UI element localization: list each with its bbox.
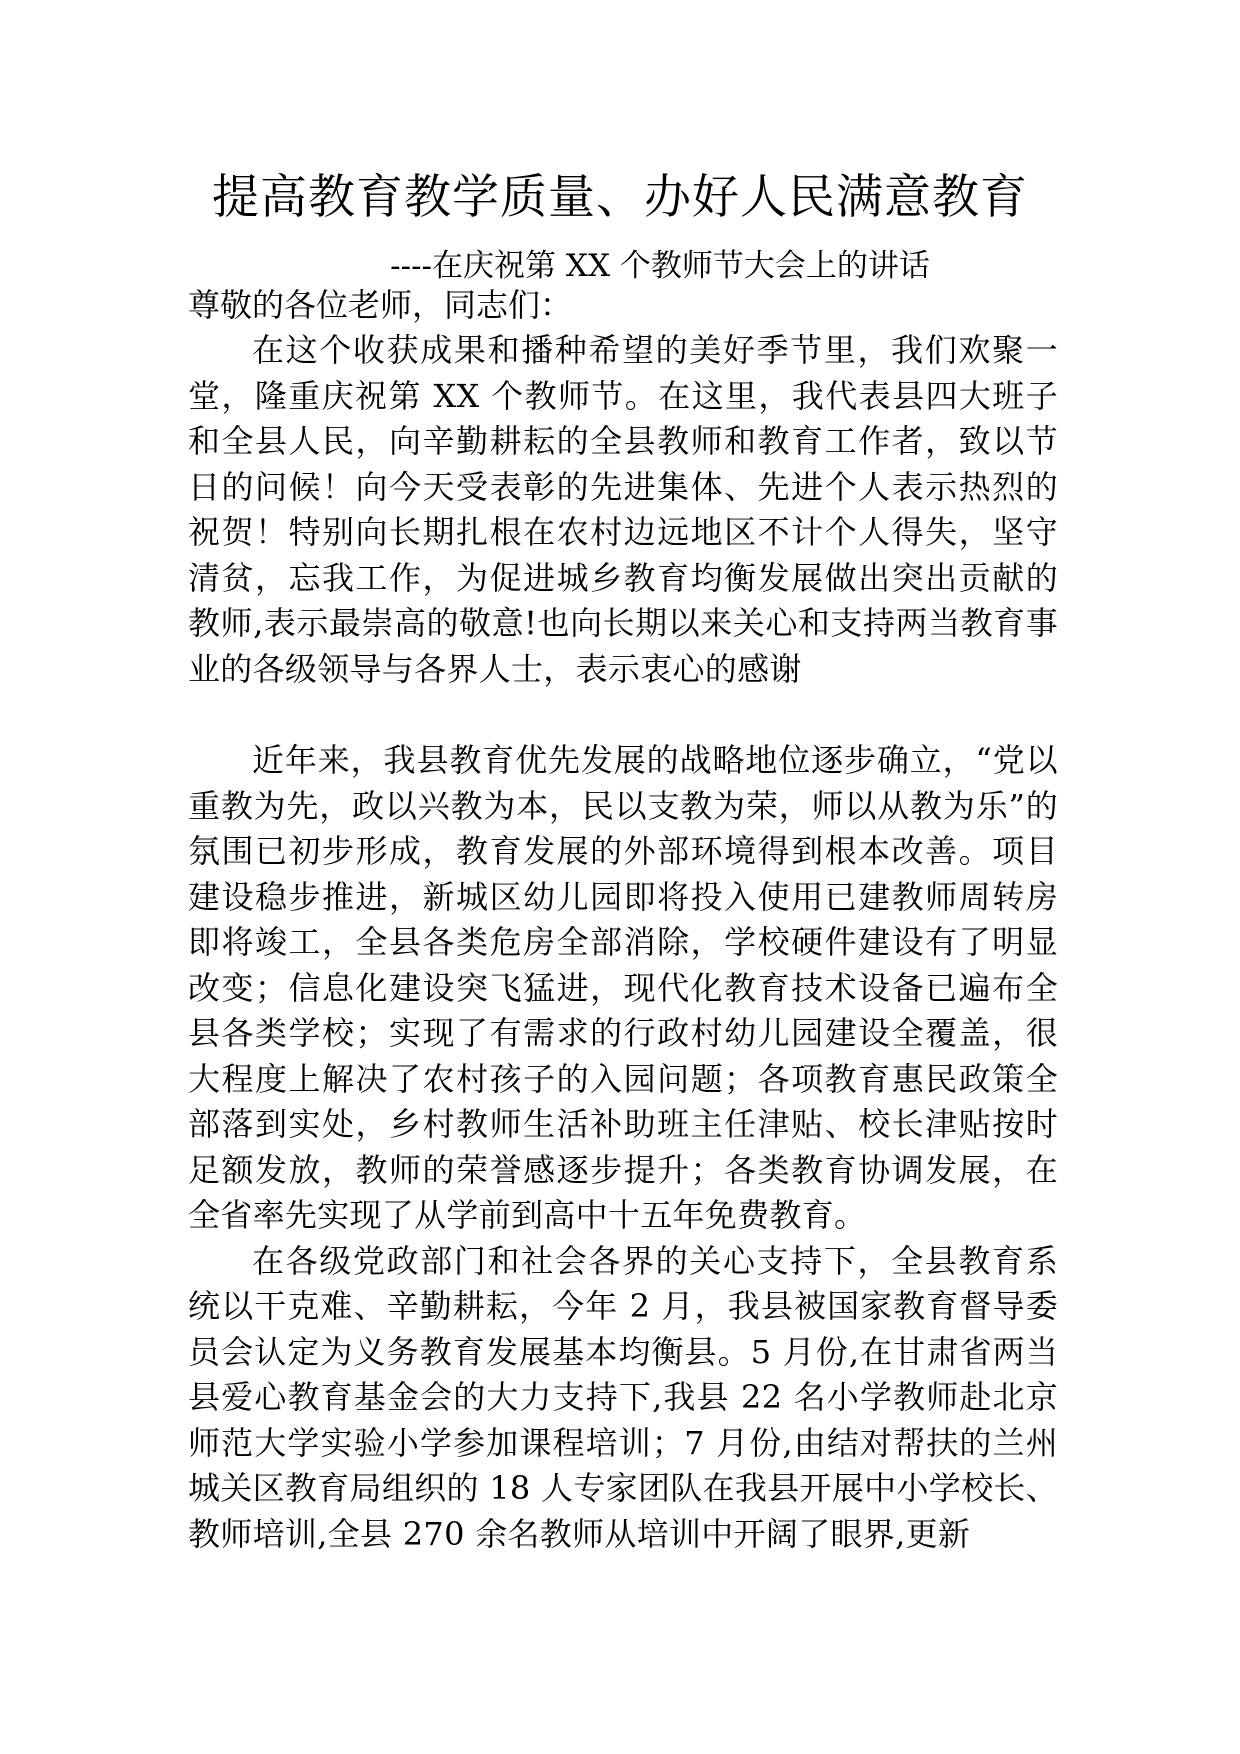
paragraph-3: 在各级党政部门和社会各界的关心支持下，全县教育系统以干克难、辛勤耕耘，今年 2 月，我县被国家教育督导委员会认定为义务教育发展基本均衡县。5 月份,在甘肃省两当县爱心教育基金会的大力支持下,我县 22 名小学教师赴北京师范大学实验小学参加课程培训；7 月份,由结对帮扶的兰州城关区教育局组织的 18 人专家团队在我县开展中小学校长、教师培训,全县 270 余名教师从培训中开阔了眼界,更新 bbox=[188, 1241, 1058, 1553]
paragraph-2: 近年来，我县教育优先发展的战略地位逐步确立，“党以重教为先，政以兴教为本，民以支教为荣，师以从教为乐”的氛围已初步形成，教育发展的外部环境得到根本改善。项目建设稳步推进，新城区幼儿园即将投入使用已建教师周转房即将竣工，全县各类危房全部消除，学校硬件建设有了明显改变；信息化建设突飞猛进，现代化教育技术设备已遍布全县各类学校；实现了有需求的行政村幼儿园建设全覆盖，很大程度上解决了农村孩子的入园问题；各项教育惠民政策全部落到实处，乡村教师生活补助班主任津贴、校长津贴按时足额发放，教师的荣誉感逐步提升；各类教育协调发展，在全省率先实现了从学前到高中十五年免费教育。 bbox=[188, 741, 1058, 1234]
document-title: 提高教育教学质量、办好人民满意教育 bbox=[212, 170, 1028, 225]
paragraph-1: 在这个收获成果和播种希望的美好季节里，我们欢聚一堂，隆重庆祝第 XX 个教师节。在这里，我代表县四大班子和全县人民，向辛勤耕耘的全县教师和教育工作者，致以节日的问候！向今天受表彰的先进集体、先进个人表示热烈的祝贺！特别向长期扎根在农村边远地区不计个人得失，坚守清贫，忘我工作，为促进城乡教育均衡发展做出突出贡献的教师,表示最崇高的敬意!也向长期以来关心和支持两当教育事业的各级领导与各界人士，表示衷心的感谢 bbox=[188, 331, 1058, 688]
document-subtitle: ----在庆祝第 XX 个教师节大会上的讲话 bbox=[390, 248, 930, 284]
salutation: 尊敬的各位老师，同志们： bbox=[188, 286, 573, 324]
paragraph-gap bbox=[188, 692, 1058, 738]
document-body bbox=[188, 282, 1058, 1557]
